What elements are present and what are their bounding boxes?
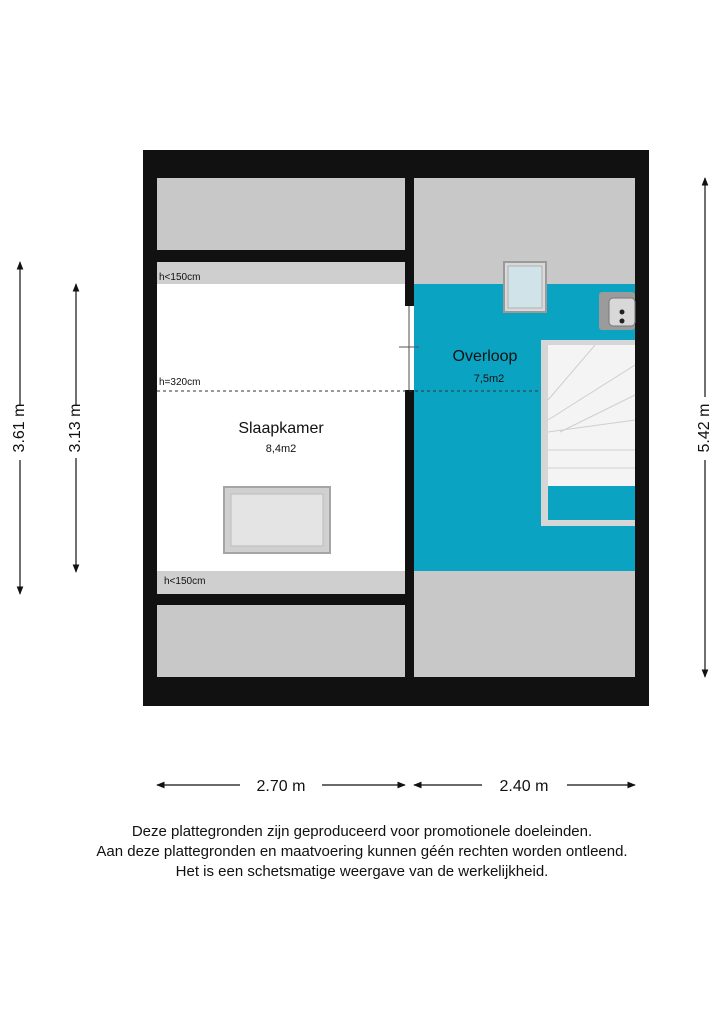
disclaimer-line: Het is een schetsmatige weergave van de werkelijkheid. — [175, 863, 549, 880]
dimension-bottom-right — [414, 778, 635, 795]
height-marker-top: h<150cm — [159, 272, 201, 283]
height-marker-middle: h=320cm — [159, 377, 201, 388]
bedroom-skylight-icon — [224, 487, 330, 553]
skylight-icon — [504, 262, 546, 312]
dimension-bottom-left-label: 2.70 m — [256, 778, 306, 795]
dimension-right-label: 5.42 m — [696, 403, 714, 453]
dimension-right — [696, 178, 713, 677]
landing-area: 7,5m2 — [473, 373, 505, 385]
dimension-left-outer-label: 3.61 m — [11, 403, 29, 453]
dimension-left-inner — [67, 284, 84, 572]
staircase-icon — [541, 340, 635, 526]
bedroom-name: Slaapkamer — [238, 420, 324, 437]
height-marker-bottom: h<150cm — [164, 576, 206, 587]
dimension-bottom-right-label: 2.40 m — [499, 778, 549, 795]
boiler-icon — [599, 292, 635, 330]
disclaimer-line: Aan deze plattegronden en maatvoering kunnen géén rechten worden ontleend. — [96, 843, 628, 860]
dimension-left-inner-label: 3.13 m — [67, 403, 85, 453]
disclaimer — [0, 822, 724, 882]
bedroom-area: 8,4m2 — [265, 443, 297, 455]
storage-top-left — [157, 178, 405, 250]
disclaimer-line: Deze plattegronden zijn geproduceerd voor promotionele doeleinden. — [131, 823, 593, 840]
dimension-bottom-left — [157, 778, 405, 795]
landing-name: Overloop — [452, 348, 518, 365]
dimension-left-outer — [11, 262, 28, 594]
storage-bottom-left — [157, 605, 405, 677]
